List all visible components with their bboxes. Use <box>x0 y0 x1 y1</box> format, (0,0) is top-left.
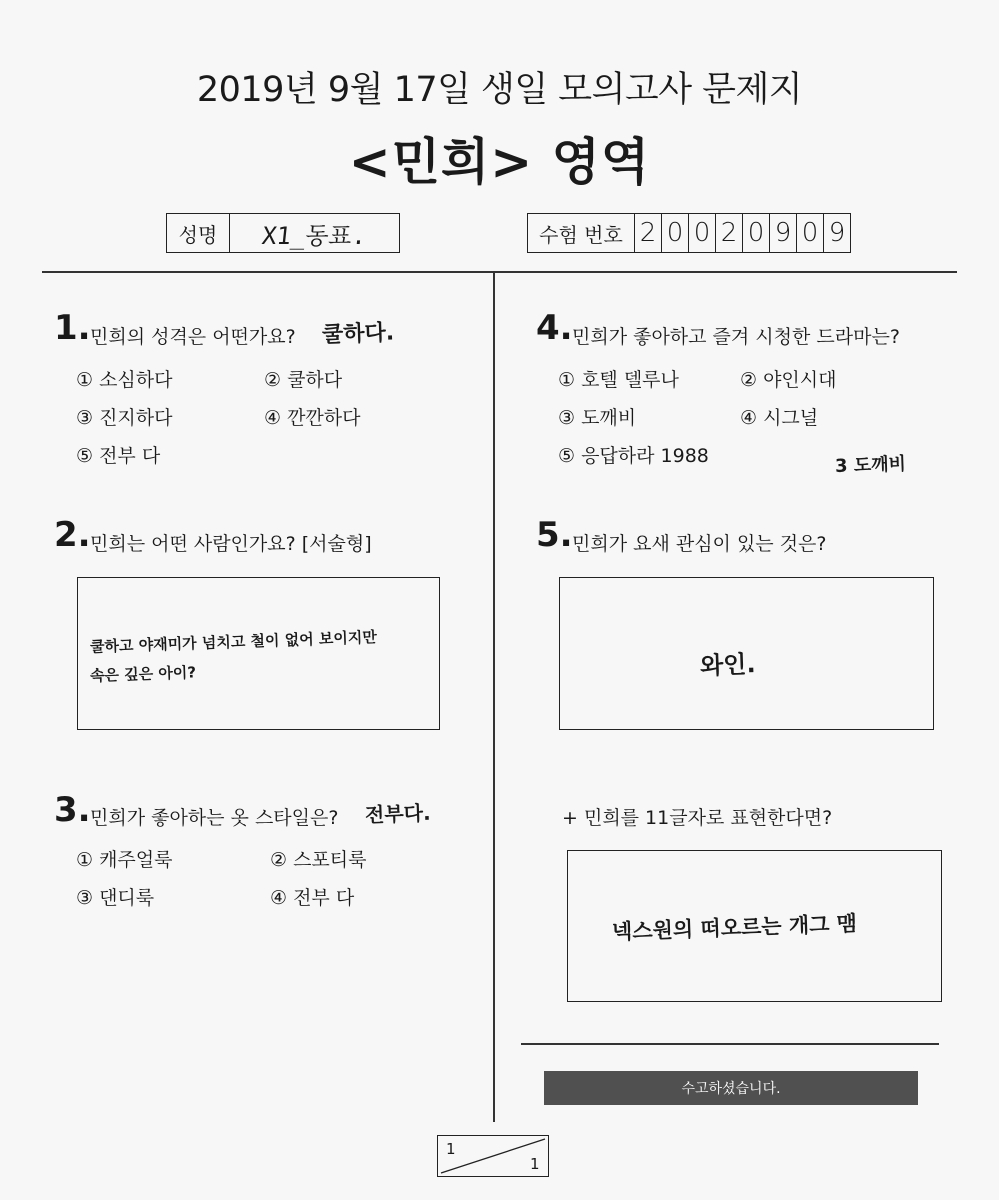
q4-handwritten-answer: 3 도깨비 <box>834 453 907 477</box>
footer-divider <box>521 1043 939 1045</box>
q1-handwritten-answer: 쿨하다. <box>321 320 395 348</box>
column-divider <box>493 272 495 1122</box>
name-box <box>166 213 400 253</box>
header-divider <box>42 271 957 273</box>
q3-option: ② 스포티룩 <box>270 849 367 871</box>
q1-number: 1. <box>54 308 91 348</box>
q3-text: 민희가 좋아하는 옷 스타일은? <box>90 807 339 829</box>
bonus-handwritten-answer: 넥스원의 떠오르는 개그 맴 <box>611 911 858 944</box>
subject-title: <민희> 영역 <box>348 133 651 191</box>
page-current: 1 <box>446 1140 456 1158</box>
page-total: 1 <box>530 1155 540 1173</box>
exam-digit: 9 <box>824 213 851 253</box>
exam-number-label: 수험 번호 <box>527 213 635 253</box>
exam-digit: 9 <box>770 213 797 253</box>
name-value: X1_동표. <box>260 221 368 250</box>
q3-number: 3. <box>54 790 91 830</box>
exam-digit: 0 <box>797 213 824 253</box>
q5-text: 민희가 요새 관심이 있는 것은? <box>572 533 827 555</box>
q3-option: ① 캐주얼룩 <box>76 849 173 871</box>
q2-handwritten-line1: 쿨하고 야재미가 넘치고 철이 없어 보이지만 <box>89 627 378 656</box>
q5-number: 5. <box>536 515 573 555</box>
exam-digit: 0 <box>689 213 716 253</box>
q2-number: 2. <box>54 515 91 555</box>
q4-option: ① 호텔 델루나 <box>558 369 679 391</box>
q1-option: ⑤ 전부 다 <box>76 445 161 467</box>
exam-digit: 0 <box>662 213 689 253</box>
q5-handwritten-answer: 와인. <box>699 650 757 680</box>
q4-option: ③ 도깨비 <box>558 407 637 429</box>
q1-option: ① 소심하다 <box>76 369 173 391</box>
q3-option: ④ 전부 다 <box>270 887 355 909</box>
q4-option: ④ 시그널 <box>740 407 819 429</box>
q1-option: ④ 깐깐하다 <box>264 407 361 429</box>
q3-option: ③ 댄디룩 <box>76 887 155 909</box>
q3-handwritten-answer: 전부다. <box>364 800 431 827</box>
closing-banner: 수고하셨습니다. <box>544 1071 918 1105</box>
exam-number-box <box>527 213 851 253</box>
q2-handwritten-line2: 속은 깊은 아이? <box>89 663 197 685</box>
exam-digit: 2 <box>635 213 662 253</box>
q1-option: ③ 진지하다 <box>76 407 173 429</box>
q4-number: 4. <box>536 308 573 348</box>
exam-digit: 2 <box>716 213 743 253</box>
exam-title: 2019년 9월 17일 생일 모의고사 문제지 <box>196 70 803 110</box>
q1-text: 민희의 성격은 어떤가요? <box>90 326 296 348</box>
bonus-question-text: + 민희를 11글자로 표현한다면? <box>562 807 833 829</box>
q4-option: ② 야인시대 <box>740 369 837 391</box>
q2-text: 민희는 어떤 사람인가요? [서술형] <box>90 533 372 555</box>
q1-option: ② 쿨하다 <box>264 369 343 391</box>
q4-text: 민희가 좋아하고 즐겨 시청한 드라마는? <box>572 326 900 348</box>
exam-digit: 0 <box>743 213 770 253</box>
page-number-box <box>437 1135 549 1177</box>
name-label: 성명 <box>167 214 230 252</box>
q4-option: ⑤ 응답하라 1988 <box>558 445 709 467</box>
